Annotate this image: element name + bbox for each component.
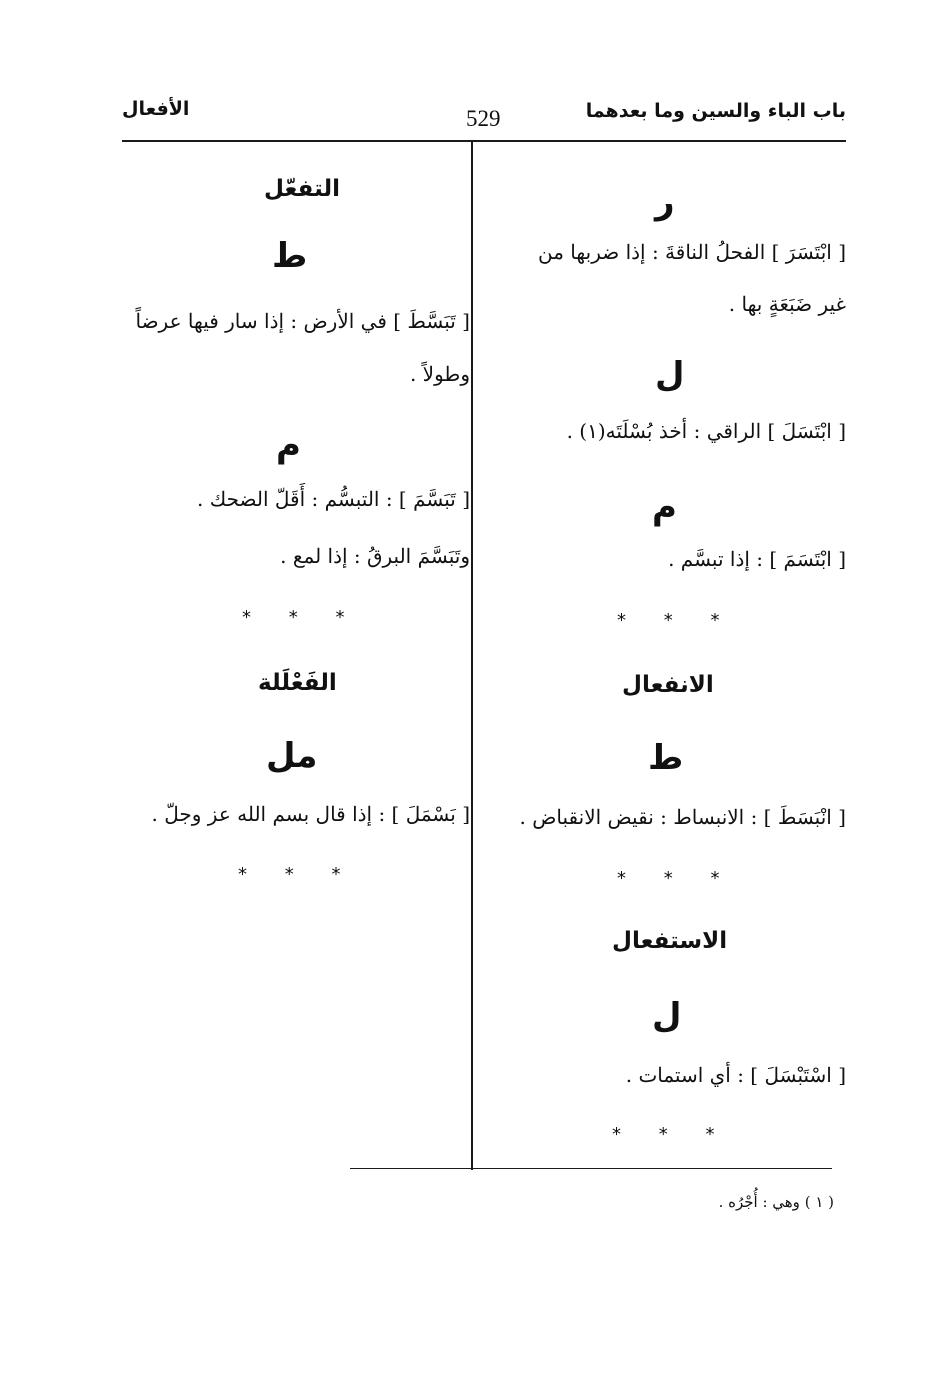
entry-tabassama-line1: [ تَبَسَّمَ ] : التبسُّم : أَقَلّ الضحك . [197, 487, 470, 511]
entry-inbasata: [ انْبَسَطَ ] : الانبساط : نقيض الانقباض . [519, 805, 846, 829]
entry-ibtasara-line1: [ ابْتَسَرَ ] الفحلُ الناقةَ : إذا ضربها من [538, 240, 846, 264]
entry-tabassata-line1: [ تَبَسَّطَ ] في الأرض : إذا سار فيها عرضاً [135, 309, 470, 333]
header-rule [122, 140, 846, 142]
entry-tabassata-line2: وطولاً . [409, 362, 470, 386]
root-letter-t: ط [272, 236, 308, 276]
section-heading-istifal: الاستفعال [612, 928, 728, 954]
separator-stars: * * * [238, 864, 357, 885]
entry-tabassama-line2: وتَبَسَّمَ البرقُ : إذا لمع . [280, 544, 470, 568]
running-head-left: الأفعال [122, 98, 190, 120]
separator-stars: * * * [242, 607, 361, 628]
separator-stars: * * * [617, 610, 736, 631]
entry-ibtasama: [ ابْتَسَمَ ] : إذا تبسَّم . [668, 547, 846, 571]
root-letter-r: ر [655, 182, 675, 222]
column-divider [471, 142, 473, 1170]
root-letter-l: ل [652, 996, 682, 1036]
footnote-rule [350, 1168, 832, 1169]
entry-basmala: [ بَسْمَلَ ] : إذا قال بسم الله عز وجلّ . [151, 802, 470, 826]
separator-stars: * * * [617, 868, 736, 889]
entry-ibtasara-line2: غير ضَبَعَةٍ بها . [728, 292, 846, 316]
section-heading-tafaul: التفعّل [264, 176, 340, 202]
root-letter-m: م [276, 425, 301, 465]
root-letter-ml: مل [266, 736, 318, 776]
root-letter-l: ل [655, 355, 685, 395]
footnote: ( ١ ) وهي : أُجْرُه . [718, 1193, 834, 1211]
separator-stars: * * * [612, 1124, 731, 1145]
entry-ibtasala: [ ابْتَسَلَ ] الراقي : أخذ بُسْلَتَه(١) . [566, 419, 846, 443]
entry-istabsala: [ اسْتَبْسَلَ ] : أي استمات . [625, 1063, 846, 1087]
section-heading-infial: الانفعال [622, 672, 714, 698]
section-heading-falala: الفَعْلَلة [258, 670, 337, 696]
root-letter-m: م [652, 487, 677, 527]
page-number: 529 [466, 106, 501, 131]
running-head-right: باب الباء والسين وما بعدهما [585, 100, 846, 122]
root-letter-t: ط [648, 738, 684, 778]
